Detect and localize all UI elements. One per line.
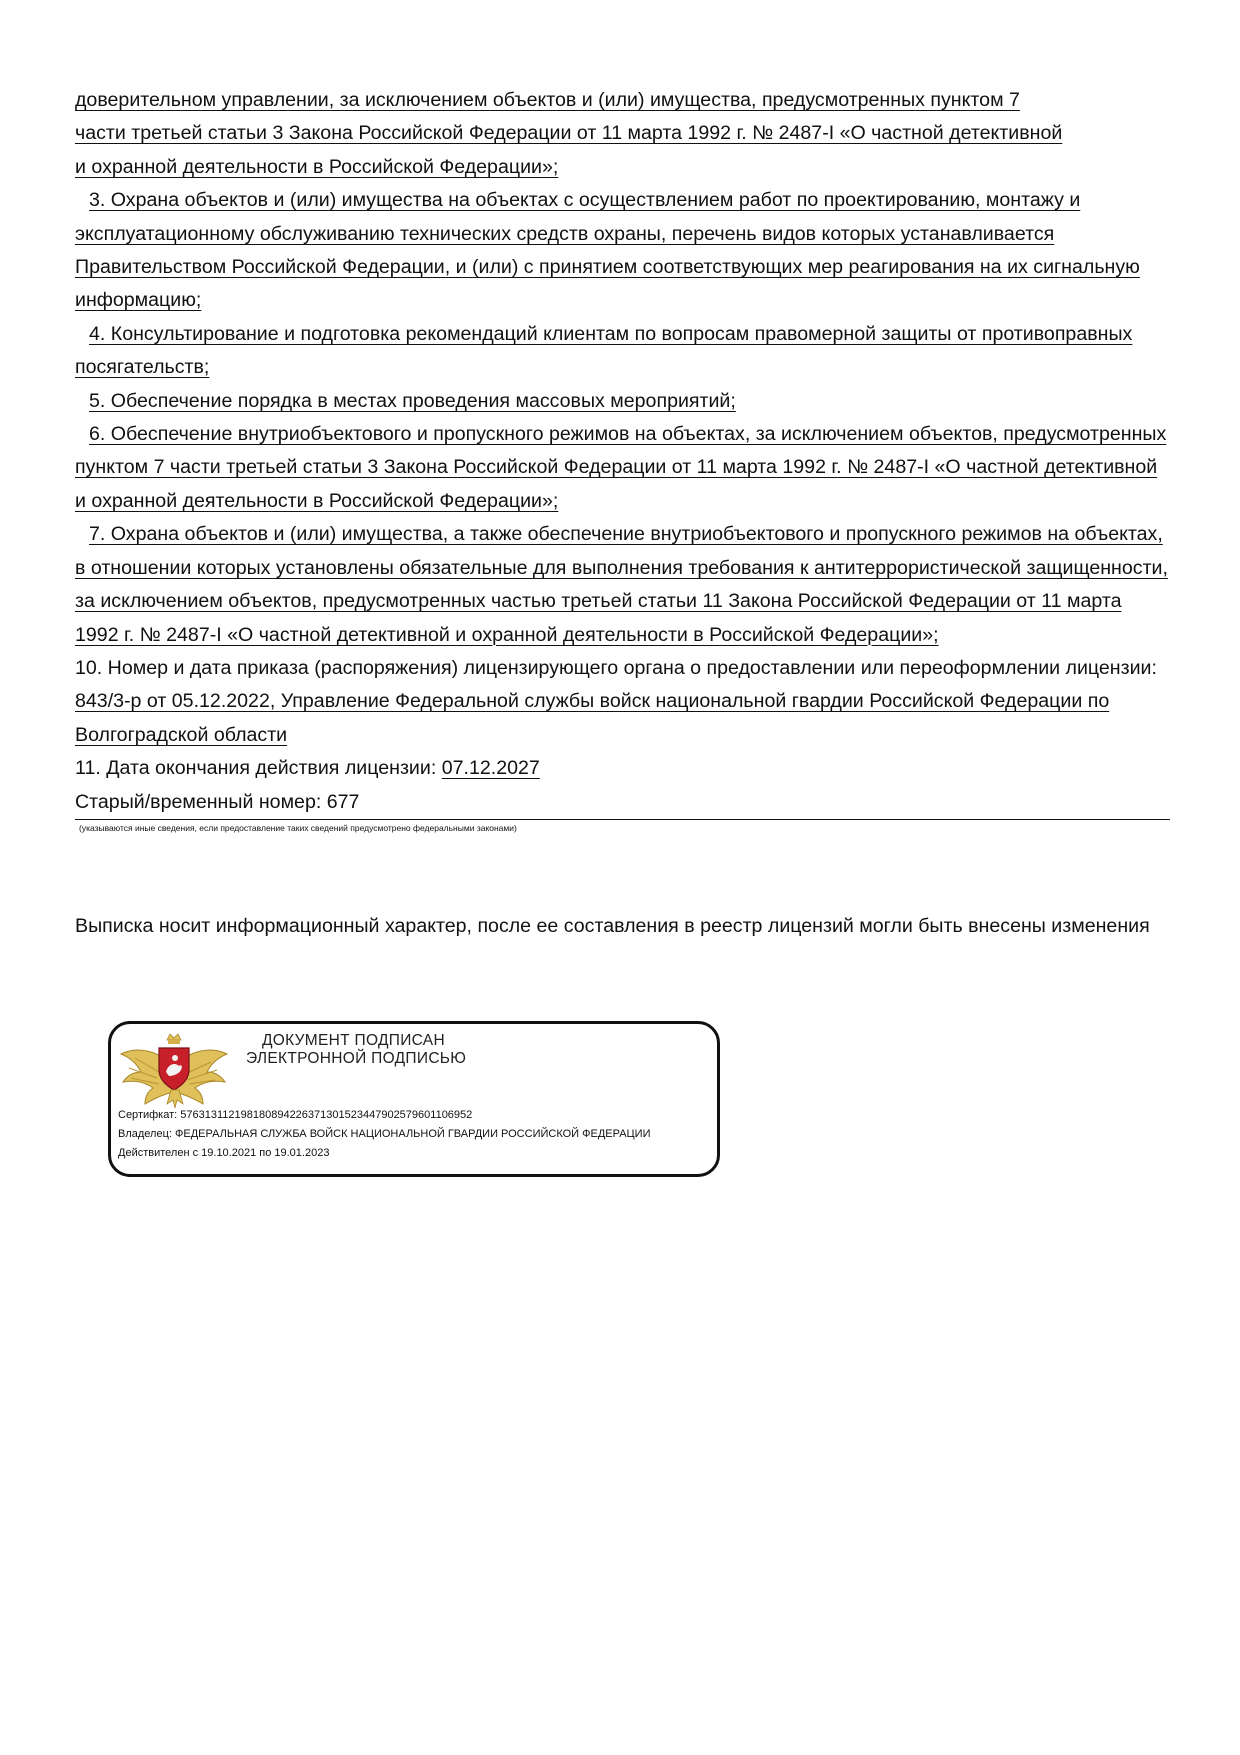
activity-item-6-text: 6. Обеспечение внутриобъектового и пропускного режимов на объектах, за исключением объектов, предусмотренных пунктом 7 части третьей статьи 3 Закона Российской Федерации от 11 марта 1992 г. № 2487-I «О частной детективной и охранной деятельности в Российской Федерации»; xyxy=(75,423,1167,512)
footnote: (указываются иные сведения, если предоставление таких сведений предусмотрено федеральными законами) xyxy=(79,822,517,833)
license-details xyxy=(75,84,1170,834)
expiry-field-label: 11. Дата окончания действия лицензии: xyxy=(75,757,437,780)
intro-line-3: и охранной деятельности в Российской Федерации»; xyxy=(75,155,559,178)
owner-label: Владелец: xyxy=(118,1128,172,1140)
activity-item-5-text: 5. Обеспечение порядка в местах проведения массовых мероприятий; xyxy=(89,389,736,412)
activity-item-3-text: 3. Охрана объектов и (или) имущества на объектах с осуществлением работ по проектированию, монтажу и эксплуатационному обслуживанию технических средств охраны, перечень видов которых устанавливается Правительством Российской Федерации, и (или) с принятием соответствующих мер реагирования на их сигнальную информацию; xyxy=(75,189,1140,312)
intro-line-2: части третьей статьи 3 Закона Российской Федерации от 11 марта 1992 г. № 2487-I «О частной детективной xyxy=(75,122,1063,145)
stamp-title-line-1: ДОКУМЕНТ ПОДПИСАН xyxy=(262,1032,445,1049)
stamp-title-line-2: ЭЛЕКТРОННОЙ ПОДПИСЬЮ xyxy=(246,1050,467,1067)
order-field xyxy=(75,652,1170,752)
rosgvardia-emblem-icon xyxy=(115,1028,233,1114)
informational-notice: Выписка носит информационный характер, после ее составления в реестр лицензий могли быть внесены изменения xyxy=(75,915,1150,937)
activity-item-4-text: 4. Консультирование и подготовка рекомендаций клиентам по вопросам правомерной защиты от противоправных посягательств; xyxy=(75,322,1133,379)
activity-item-7-text: 7. Охрана объектов и (или) имущества, а также обеспечение внутриобъектового и пропускного режимов на объектах, в отношении которых установлены обязательные для выполнения требования к антитеррористической защищенности, за исключением объектов, предусмотренных частью третьей статьи 11 Закона Российской Федерации от 11 марта 1992 г. № 2487-I «О частной детективной и охранной деятельности в Российской Федерации»; xyxy=(75,523,1168,646)
certificate-label: Сертифкат: xyxy=(118,1109,178,1121)
activity-item-7 xyxy=(75,518,1170,652)
activity-item-5 xyxy=(75,385,1170,418)
stamp-details xyxy=(118,1106,716,1163)
expiry-field xyxy=(75,752,1170,785)
order-field-value: 843/3-р от 05.12.2022, Управление Федеральной службы войск национальной гвардии Российской Федерации по Волгоградской области xyxy=(75,690,1110,746)
old-number-value: 677 xyxy=(326,790,360,813)
activity-item-3 xyxy=(75,184,1170,318)
validity-label: Действителен xyxy=(118,1147,190,1159)
old-number-field xyxy=(75,786,1170,820)
stamp-title xyxy=(246,1032,546,1068)
intro-line-1: доверительном управлении, за исключением объектов и (или) имущества, предусмотренных пунктом 7 xyxy=(75,89,1020,111)
owner-line xyxy=(118,1125,716,1144)
validity-value: с 19.10.2021 по 19.01.2023 xyxy=(192,1147,330,1159)
certificate-line xyxy=(118,1106,716,1125)
activity-item-4 xyxy=(75,318,1170,385)
order-field-label: 10. Номер и дата приказа (распоряжения) лицензирующего органа о предоставлении или переоформлении лицензии: xyxy=(75,656,1157,679)
validity-line xyxy=(118,1144,716,1163)
certificate-value: 57631311219818089422637130152344790257960110695​2 xyxy=(180,1109,473,1121)
activity-item-6 xyxy=(75,418,1170,518)
intro-paragraph xyxy=(75,84,1170,184)
expiry-field-value: 07.12.2027 xyxy=(441,757,540,780)
old-number-label: Старый/временный номер: xyxy=(75,790,322,813)
electronic-signature-stamp xyxy=(108,1021,720,1177)
owner-value: ФЕДЕРАЛЬНАЯ СЛУЖБА ВОЙСК НАЦИОНАЛЬНОЙ ГВАРДИИ РОССИЙСКОЙ ФЕДЕРАЦИИ xyxy=(175,1128,651,1140)
